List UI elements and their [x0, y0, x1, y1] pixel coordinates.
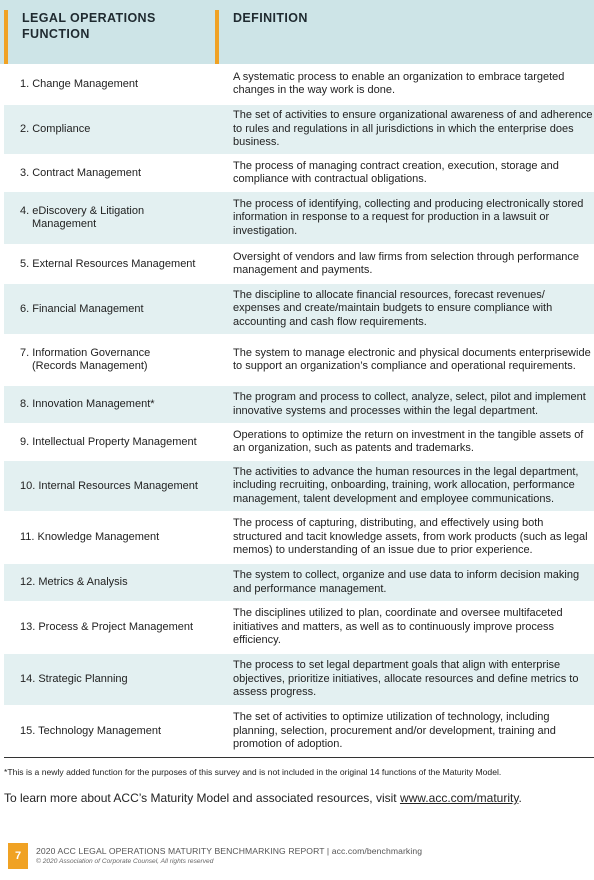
- function-definition: The set of activities to ensure organizational awareness of and adherence to rules and regulations in all jurisdictions in which the enterprise does business.: [233, 109, 593, 148]
- copyright: © 2020 Association of Corporate Counsel, All rights reserved: [36, 858, 214, 865]
- table-row: [4, 424, 594, 461]
- function-name: [20, 673, 216, 686]
- report-title: 2020 ACC LEGAL OPERATIONS MATURITY BENCHMARKING REPORT | acc.com/benchmarking: [36, 846, 423, 856]
- function-name-line1: 9. Intellectual Property Management: [20, 435, 197, 448]
- function-definition: A systematic process to enable an organization to embrace targeted changes in the way work is done.: [233, 70, 565, 96]
- function-name-line1: 4. eDiscovery & Litigation: [20, 205, 145, 217]
- function-name-line1: 5. External Resources Management: [20, 257, 196, 270]
- table-row: [4, 335, 594, 386]
- function-name-line1: 11. Knowledge Management: [20, 531, 160, 543]
- header-function: [4, 10, 218, 64]
- table-row: [4, 192, 594, 245]
- table-row: [4, 461, 594, 512]
- function-name: [20, 436, 216, 449]
- function-definition: The set of activities to optimize utilization of technology, including planning, selection, procurement and/or development, training and promotion of adoption.: [233, 711, 556, 750]
- header-definition: DEFINITION: [215, 10, 594, 64]
- function-name-line1: 8. Innovation Management*: [20, 398, 155, 410]
- function-name: [20, 303, 216, 316]
- table-row: [4, 386, 594, 424]
- function-name-line1: 6. Financial Management: [20, 302, 144, 315]
- table-row: [4, 105, 594, 155]
- function-definition: The disciplines utilized to plan, coordinate and oversee multifaceted initiatives and matters, as well as to continuously improve process efficiency.: [233, 607, 563, 646]
- header-function-line1: LEGAL OPERATIONS: [22, 11, 156, 25]
- function-name: [20, 621, 216, 634]
- maturity-link[interactable]: www.acc.com/maturity: [399, 791, 519, 805]
- function-name: [20, 78, 216, 91]
- function-name: [20, 347, 216, 373]
- table-header: [0, 0, 594, 64]
- learn-more: [4, 791, 594, 805]
- function-definition: The system to manage electronic and physical documents enterprisewide to support an organization’s compliance and operational requirements.: [233, 346, 591, 372]
- function-name: [20, 258, 216, 271]
- function-definition: The process to set legal department goals that align with enterprise objectives, prioritize initiatives, allocate resources and define metrics to assess progress.: [233, 659, 579, 698]
- page-number: 7: [8, 843, 28, 869]
- function-name-line1: 15. Technology Management: [20, 725, 162, 737]
- function-name: [20, 205, 216, 231]
- header-function-line2: FUNCTION: [22, 27, 90, 41]
- function-name: [20, 480, 216, 493]
- table-row: [4, 284, 594, 335]
- function-name: [20, 167, 216, 180]
- function-name-line1: 7. Information Governance: [20, 347, 151, 359]
- function-name-line1: 14. Strategic Planning: [20, 673, 128, 685]
- function-name-line2: Management: [32, 218, 97, 230]
- function-name-line1: 3. Contract Management: [20, 166, 142, 179]
- function-name: [20, 576, 216, 589]
- function-name-line1: 10. Internal Resources Management: [20, 479, 198, 492]
- function-name-line2: (Records Management): [32, 360, 148, 372]
- table-row: [4, 64, 594, 105]
- function-name: [20, 123, 216, 136]
- function-definition: The discipline to allocate financial resources, forecast revenues/ expenses and create/maintain budgets to ensure compliance with accounting and cash flow requirements.: [233, 288, 553, 328]
- function-name-line1: 1. Change Management: [20, 77, 139, 90]
- function-name: [20, 725, 216, 738]
- divider: [4, 757, 594, 758]
- function-name-line1: 13. Process & Project Management: [20, 621, 194, 633]
- function-definition: The process of identifying, collecting and producing electronically stored information in response to a request for production in a lawsuit or investigation.: [233, 197, 584, 237]
- function-definition: The process of managing contract creation, execution, storage and compliance with contractual obligations.: [233, 159, 559, 185]
- function-definition: The activities to advance the human resources in the legal department, including recruiting, onboarding, training, work allocation, performance management, talent development and employee communications.: [233, 465, 579, 505]
- function-definition: The program and process to collect, analyze, select, pilot and implement innovative systems and processes within the legal department.: [233, 391, 586, 417]
- function-definition: Oversight of vendors and law firms from selection through performance management and payments.: [233, 250, 580, 276]
- function-name: [20, 398, 216, 411]
- table-row: [4, 654, 594, 706]
- footnote: *This is a newly added function for the purposes of this survey and is not included in the original 14 functions of the Maturity Model.: [4, 767, 502, 777]
- table-row: [4, 706, 594, 758]
- table-row: [4, 512, 594, 564]
- learn-more-text: To learn more about ACC’s Maturity Model and associated resources, visit: [4, 791, 400, 805]
- table-row: [4, 245, 594, 284]
- function-name: [20, 531, 216, 544]
- function-definition: The process of capturing, distributing, and effectively using both structured and tacit knowledge assets, from work products (such as legal memos) to understanding of an issue due to prior experience.: [233, 517, 588, 556]
- function-definition: The system to collect, organize and use data to inform decision making and performance management.: [233, 569, 580, 595]
- function-definition: Operations to optimize the return on investment in the tangible assets of an organization, such as patents and trademarks.: [233, 428, 584, 454]
- function-name-line1: 12. Metrics & Analysis: [20, 576, 128, 588]
- table-row: [4, 602, 594, 654]
- table-row: [4, 155, 594, 192]
- table-row: [4, 564, 594, 602]
- learn-more-suffix: .: [518, 791, 522, 805]
- function-name-line1: 2. Compliance: [20, 123, 91, 135]
